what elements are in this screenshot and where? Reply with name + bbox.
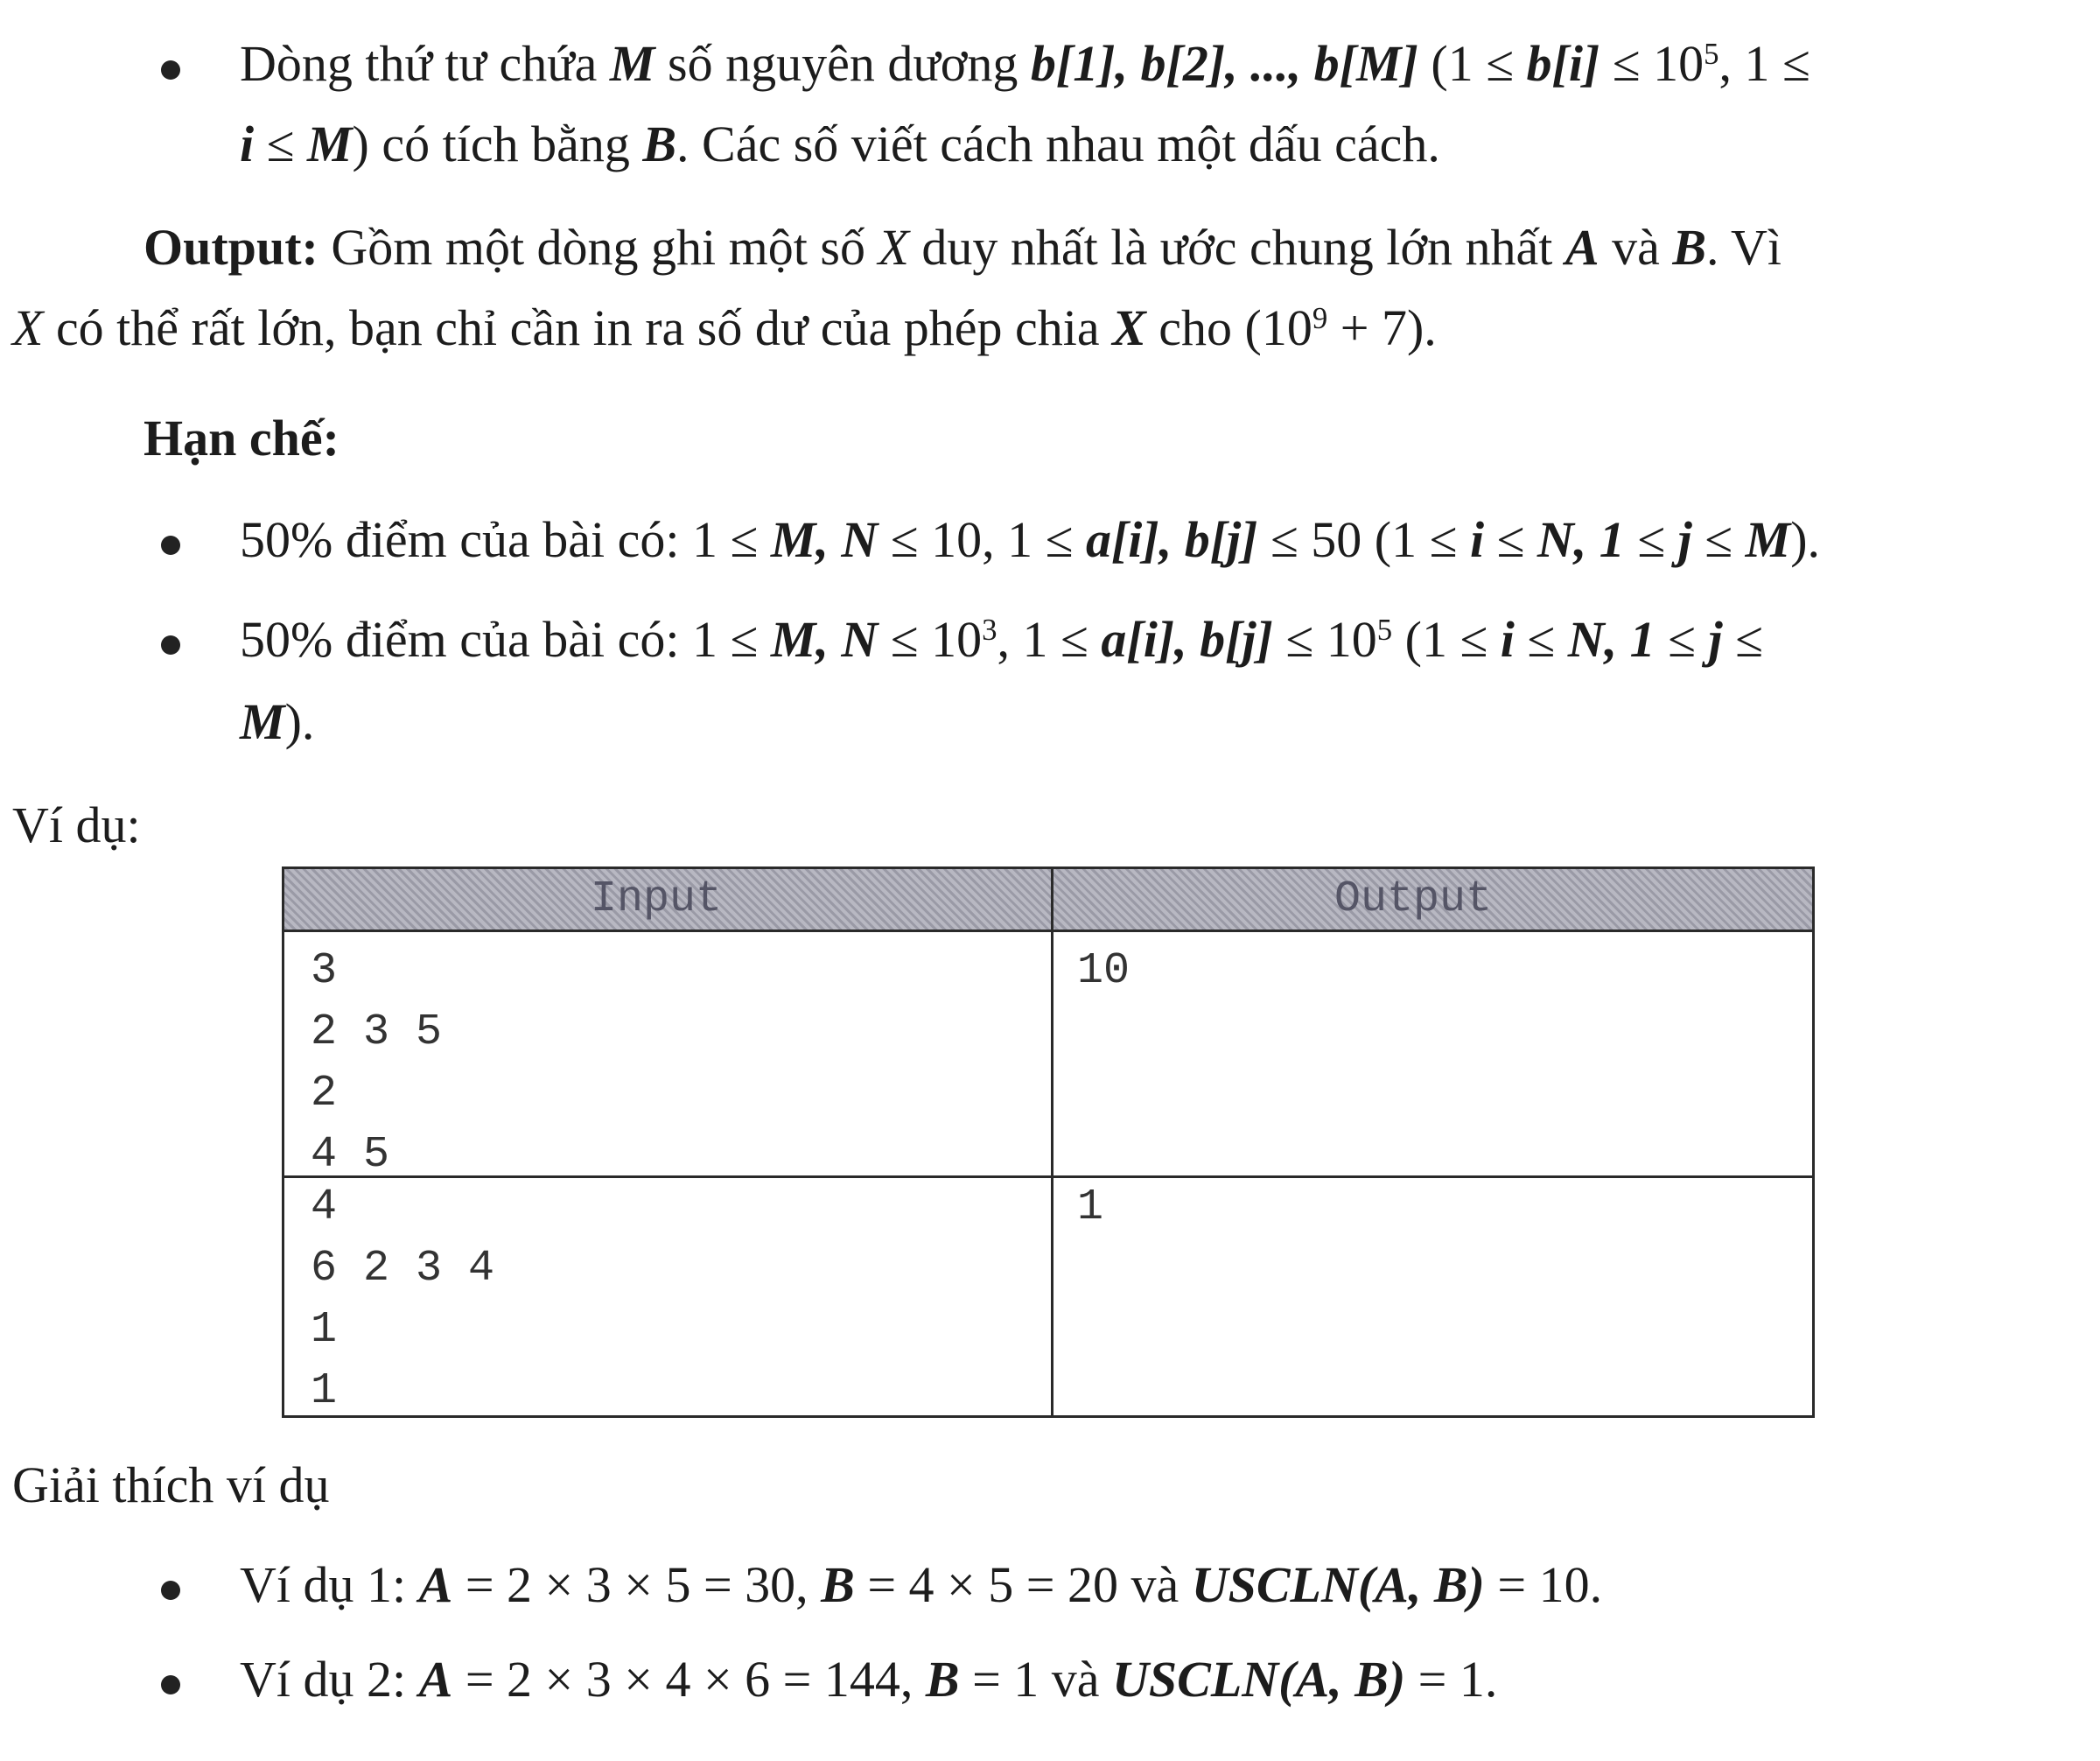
input-line4-text-cont: i ≤ M) có tích bằng B. Các số viết cách nhau một dấu cách. <box>240 116 1440 172</box>
input-line4-text: Dòng thứ tư chứa M số nguyên dương b[1], b[2], ..., b[M] ($1 \le b[i] \le 10^5$, 1 ≤ <box>240 35 1810 92</box>
explanation-heading: Giải thích ví dụ <box>12 1456 330 1513</box>
table-row-2-input: 4 6 2 3 4 1 1 <box>311 1182 495 1416</box>
output-paragraph-cont: X có thể rất lớn, bạn chỉ cần in ra số dư của phép chia X cho $(10^9 + 7)$. <box>12 299 1437 356</box>
limit-1: 50% điểm của bài có: 1 ≤ M, N ≤ 10, 1 ≤ a[i], b[j] ≤ 50 (1 ≤ i ≤ N, 1 ≤ j ≤ M). <box>240 511 1821 568</box>
output-label: Output: <box>144 219 318 276</box>
table-row-1-input: 3 2 3 5 2 4 5 <box>311 946 443 1180</box>
bullet-dot <box>161 1675 180 1694</box>
table-header <box>284 869 1812 932</box>
example-heading: Ví dụ: <box>12 796 141 853</box>
explanation-2: Ví dụ 2: A = 2 × 3 × 4 × 6 = 144, B = 1 và USCLN(A, B) = 1. <box>240 1651 1498 1708</box>
limit-2-cont: M). <box>240 693 315 750</box>
output-paragraph: Output: Gồm một dòng ghi một số X duy nhất là ước chung lớn nhất A và B. Vì <box>144 219 1782 276</box>
table-row-1-output: 10 <box>1077 946 1130 996</box>
explanation-1: Ví dụ 1: A = 2 × 3 × 5 = 30, B = 4 × 5 = 20 và USCLN(A, B) = 10. <box>240 1556 1603 1613</box>
bullet-dot <box>161 536 180 555</box>
bullet-dot <box>161 635 180 655</box>
bullet-dot <box>161 60 180 80</box>
example-table <box>282 866 1815 1418</box>
row-divider <box>284 1175 1812 1178</box>
bullet-dot <box>161 1581 180 1600</box>
header-output: Output <box>1334 874 1493 924</box>
table-row-2-output: 1 <box>1077 1182 1104 1232</box>
limits-heading: Hạn chế: <box>144 410 340 467</box>
limit-2: 50% điểm của bài có: 1 ≤ M, $N \le 10^3$, 1 ≤ a[i], $b[j] \le 10^5$ (1 ≤ i ≤ N, 1 ≤ j ≤ <box>240 611 1763 668</box>
header-input: Input <box>591 874 723 924</box>
column-divider <box>1051 869 1054 1415</box>
